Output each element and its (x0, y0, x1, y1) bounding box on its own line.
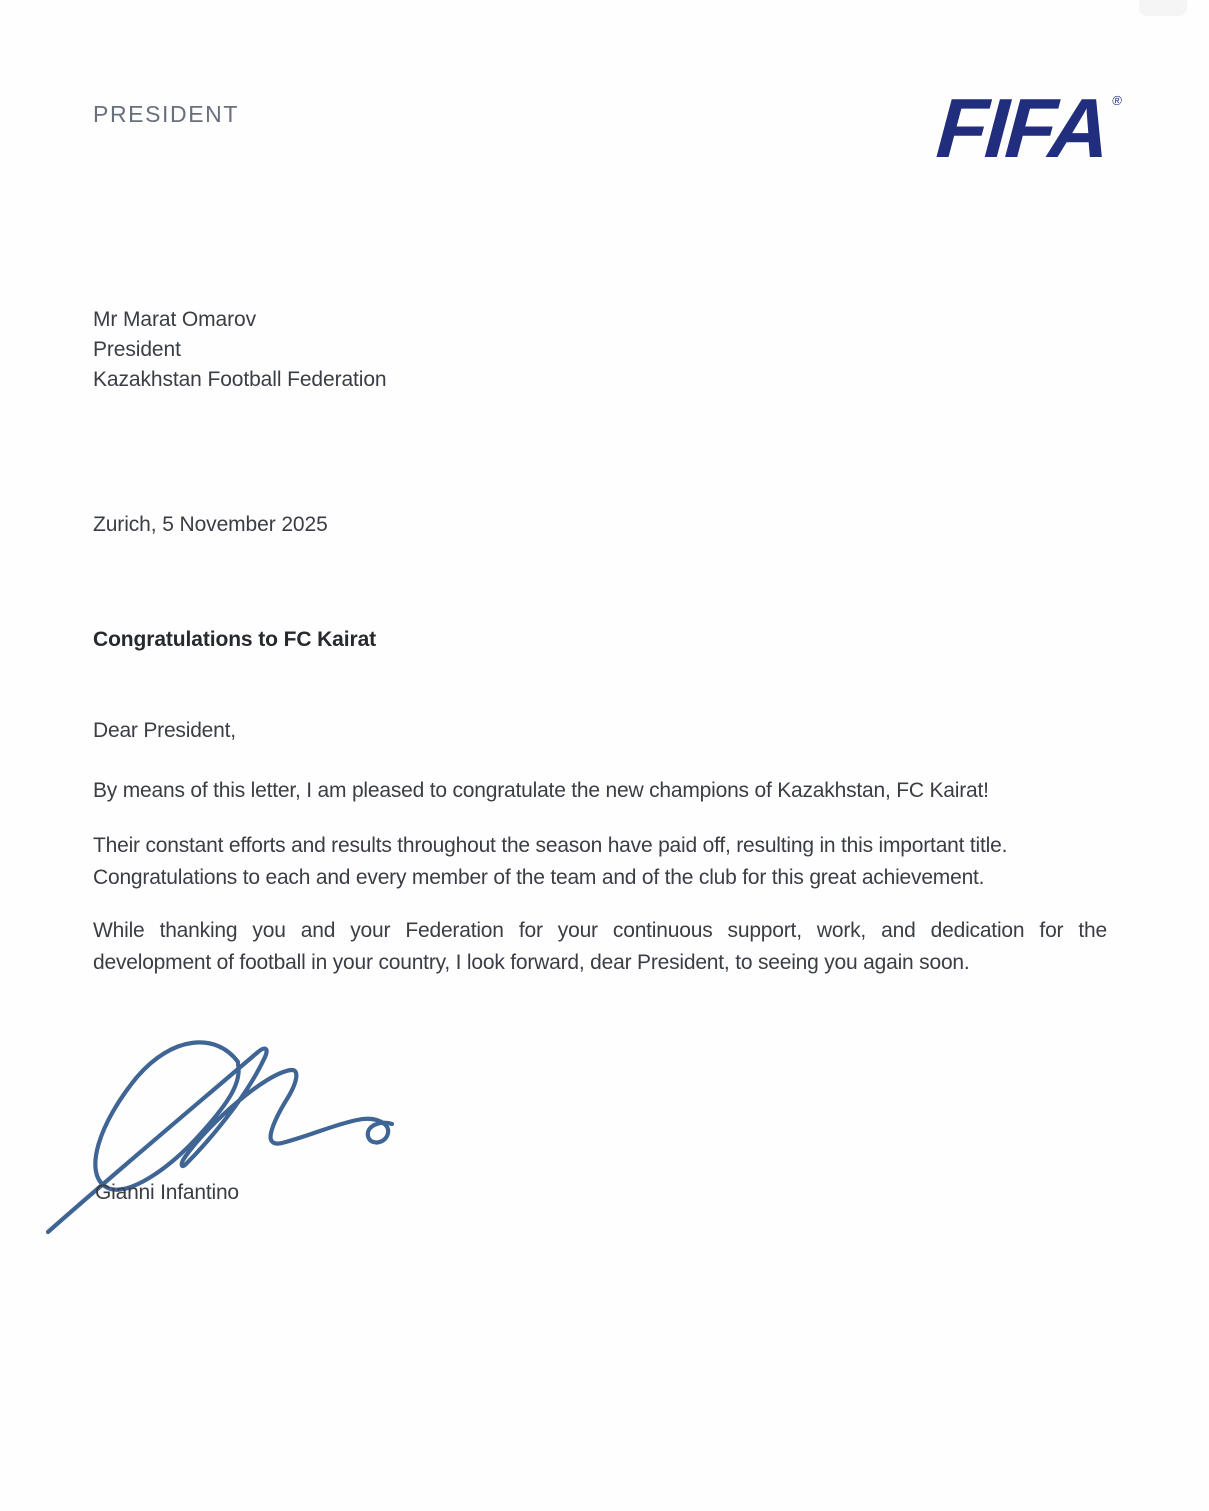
body-line: While thanking you and your Federation for your continuous support, work, and dedication for the (93, 919, 1107, 942)
body-line: Their constant efforts and results throughout the season have paid off, resulting in this important title. (93, 834, 1008, 857)
fifa-logo (933, 81, 1123, 175)
recipient-organization: Kazakhstan Football Federation (93, 368, 387, 391)
recipient-title: President (93, 338, 181, 361)
body-line: By means of this letter, I am pleased to congratulate the new champions of Kazakhstan, FC Kairat! (93, 779, 989, 802)
paragraph-1 (93, 775, 1107, 807)
fifa-wordmark: FIFA (933, 81, 1111, 175)
signature-block (40, 1030, 412, 1238)
letterhead (93, 81, 1123, 175)
recipient-block (93, 305, 1107, 395)
sender-role-label: PRESIDENT (93, 101, 240, 127)
signatory-name: Gianni Infantino (95, 1181, 239, 1204)
body-line: Congratulations to each and every member of the team and of the club for this great achievement. (93, 866, 985, 889)
body-line: development of football in your country, I look forward, dear President, to seeing you again soon. (93, 951, 970, 974)
recipient-name: Mr Marat Omarov (93, 308, 257, 331)
registered-trademark-icon: ® (1111, 93, 1123, 108)
subject-line: Congratulations to FC Kairat (93, 628, 377, 651)
scan-artifact (1139, 0, 1187, 16)
dateline: Zurich, 5 November 2025 (93, 513, 328, 536)
salutation: Dear President, (93, 719, 236, 742)
paragraph-3 (93, 915, 1107, 979)
paragraph-2 (93, 830, 1107, 894)
